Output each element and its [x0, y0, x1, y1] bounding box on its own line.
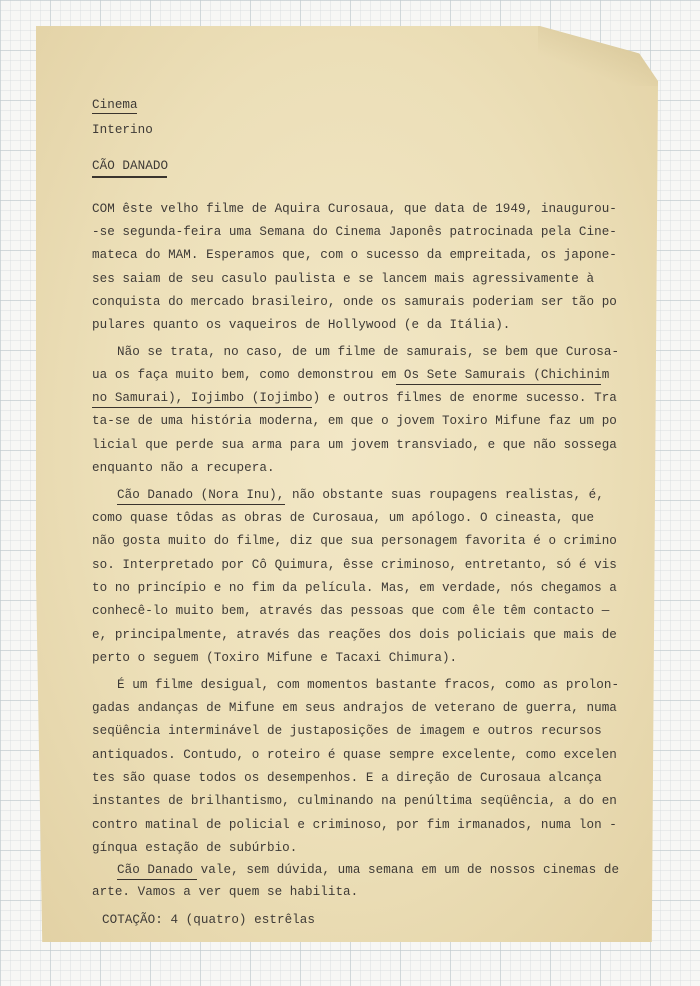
body-line: conquista do mercado brasileiro, onde os samurais poderiam ser tão po	[92, 295, 617, 309]
film-title-underline	[117, 879, 197, 880]
body-line: Não se trata, no caso, de um filme de samurais, se bem que Curosa-	[117, 345, 620, 359]
author-label: Interino	[92, 123, 153, 137]
body-line: É um filme desigual, com momentos bastante fracos, como as prolon-	[117, 678, 620, 692]
film-title-underline	[117, 504, 285, 505]
body-line: enquanto não a recupera.	[92, 461, 275, 475]
rating-line: COTAÇÃO: 4 (quatro) estrêlas	[102, 913, 316, 927]
body-line: gínqua estação de subúrbio.	[92, 841, 298, 855]
body-line: Cão Danado vale, sem dúvida, uma semana em um de nossos cinemas de	[117, 863, 620, 877]
body-line: to no princípio e no fim da película. Mas, em verdade, nós chegamos a	[92, 581, 617, 595]
body-line: COM êste velho filme de Aquira Curosaua, que data de 1949, inaugurou-	[92, 202, 617, 216]
body-line: so. Interpretado por Cô Quimura, êsse criminoso, entretanto, só é vis	[92, 558, 617, 572]
body-line: instantes de brilhantismo, culminando na penúltima seqüência, a do en	[92, 794, 617, 808]
body-line: licial que perde sua arma para um jovem transviado, e que não sossega	[92, 438, 617, 452]
body-line: conhecê-lo muito bem, através das pessoas que com êle têm contacto —	[92, 604, 610, 618]
body-line: arte. Vamos a ver quem se habilita.	[92, 885, 359, 899]
section-label: Cinema	[92, 98, 138, 112]
body-line: antiquados. Contudo, o roteiro é quase sempre excelente, como excelen	[92, 748, 617, 762]
body-line: não gosta muito do filme, diz que sua personagem favorita é o crimino	[92, 534, 617, 548]
film-title-underline	[396, 384, 601, 385]
body-line: ta-se de uma história moderna, em que o jovem Toxiro Mifune faz um po	[92, 414, 617, 428]
film-title-underline	[92, 407, 312, 408]
body-line: como quase tôdas as obras de Curosaua, um apólogo. O cineasta, que	[92, 511, 595, 525]
body-line: ua os faça muito bem, como demonstrou em Os Sete Samurais (Chichinim	[92, 368, 610, 382]
body-line: contro matinal de policial e criminoso, por fim irmanados, numa lon -	[92, 818, 617, 832]
body-line: ses saiam de seu casulo paulista e se lancem mais agressivamente à	[92, 272, 595, 286]
body-line: -se segunda-feira uma Semana do Cinema Japonês patrocinada pela Cine-	[92, 225, 617, 239]
body-line: no Samurai), Iojimbo (Iojimbo) e outros filmes de enorme sucesso. Tra	[92, 391, 617, 405]
body-line: e, principalmente, através das reações dos dois policiais que mais de	[92, 628, 617, 642]
body-line: Cão Danado (Nora Inu), não obstante suas roupagens realistas, é,	[117, 488, 604, 502]
body-line: seqüência interminável de justaposições de imagem e outros recursos	[92, 724, 602, 738]
title-underline	[92, 176, 167, 178]
body-line: pulares quanto os vaqueiros de Hollywood (e da Itália).	[92, 318, 511, 332]
section-underline	[92, 113, 137, 114]
body-line: mateca do MAM. Esperamos que, com o sucesso da empreitada, os japone-	[92, 248, 617, 262]
body-line: perto o seguem (Toxiro Mifune e Tacaxi Chimura).	[92, 651, 458, 665]
body-line: gadas andanças de Mifune em seus andrajos de veterano de guerra, numa	[92, 701, 617, 715]
folded-corner	[538, 26, 658, 86]
body-line: tes são quase todos os desempenhos. E a direção de Curosaua alcança	[92, 771, 602, 785]
article-title: CÃO DANADO	[92, 159, 169, 173]
